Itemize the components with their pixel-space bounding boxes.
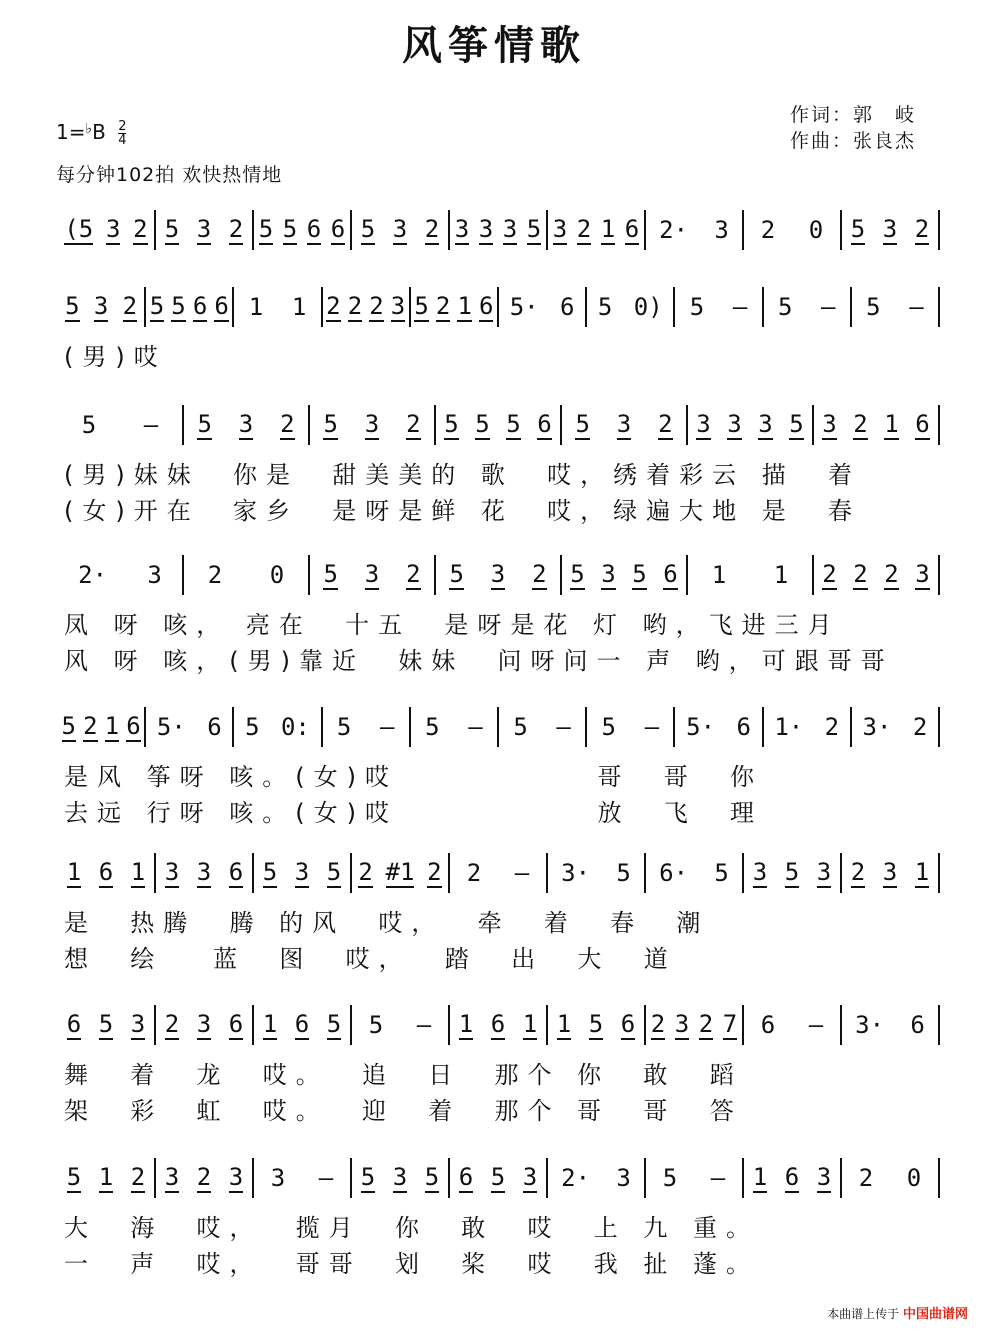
note: 6 (663, 560, 678, 588)
time-signature (118, 120, 126, 147)
note: 5 (575, 410, 590, 438)
note: 3 (816, 858, 832, 886)
measure (688, 405, 814, 445)
measure (58, 405, 184, 445)
measure (814, 405, 940, 445)
measure (562, 405, 688, 445)
note: 5 (262, 858, 278, 886)
note: 6 (306, 215, 322, 243)
note: 2 (884, 560, 899, 588)
note: 5· (156, 713, 186, 741)
lyric-line-2: 一 声 哎， 哥哥 划 桨 哎 我 扯 蓬。 (64, 1250, 760, 1278)
note: 1 (66, 858, 82, 886)
measure (58, 853, 156, 893)
note: 2· (78, 561, 108, 589)
note: 5 (323, 410, 338, 438)
note: 3· (561, 859, 591, 887)
lyric-line-1: (男)妹妹 你是 甜美美的 歌 哎，绣着彩云 描 着 (64, 461, 862, 489)
note: – (556, 713, 571, 741)
notes-line (58, 1005, 940, 1045)
measure (310, 555, 436, 595)
measure (587, 707, 675, 747)
note: 6 (784, 1163, 800, 1191)
note: 2· (561, 1164, 591, 1192)
measure (58, 1158, 156, 1198)
measure (450, 1158, 548, 1198)
note: 3 (196, 858, 212, 886)
note: 3 (392, 1163, 408, 1191)
note: 5 (65, 292, 80, 320)
note: 6 (624, 215, 640, 243)
note: 3 (752, 858, 768, 886)
note: 5 (149, 292, 165, 320)
note: – (468, 713, 483, 741)
note: 2 (83, 712, 98, 740)
note: 6· (659, 859, 689, 887)
note: 3 (454, 215, 470, 243)
note: 2 (858, 1164, 874, 1192)
measure (499, 287, 587, 327)
measure (744, 210, 842, 250)
measure (744, 1005, 842, 1045)
key-signature (56, 120, 126, 147)
measure (310, 405, 436, 445)
note: 2 (196, 1163, 212, 1191)
measure (352, 1158, 450, 1198)
note: 2 (424, 215, 440, 243)
notes-line (58, 1158, 940, 1198)
lyric-line-1: 是 热腾 腾 的风 哎， 牵 着 春 潮 (64, 909, 710, 937)
measure (646, 1158, 744, 1198)
note: 5 (336, 713, 352, 741)
note: 6 (330, 215, 346, 243)
key-prefix: 1= (56, 120, 86, 144)
note: 5 (171, 292, 186, 320)
note: 3 (196, 215, 212, 243)
note: 6 (126, 712, 141, 740)
note: 2 (760, 216, 776, 244)
note: 5 (326, 1010, 342, 1038)
note: 6 (479, 292, 494, 320)
note: 6 (560, 293, 575, 321)
note: 3 (294, 858, 310, 886)
lyricist: 作词：郭 岐 (790, 104, 917, 126)
note: – (732, 293, 748, 321)
measure (548, 1005, 646, 1045)
note: 5 (326, 858, 342, 886)
flat-sign: ♭ (85, 121, 93, 137)
note: 2 (435, 292, 451, 320)
measure (323, 707, 411, 747)
note: 3 (390, 292, 406, 320)
measure (234, 707, 322, 747)
note: 3 (238, 410, 254, 438)
note: 2 (824, 713, 840, 741)
measure (450, 853, 548, 893)
measure (254, 1158, 352, 1198)
measure (323, 287, 411, 327)
measure (436, 555, 562, 595)
note: 2 (912, 713, 928, 741)
note: 2 (914, 215, 930, 243)
key-note: B (92, 120, 106, 144)
note: 5· (686, 713, 716, 741)
measure (146, 287, 234, 327)
note: 5 (689, 293, 705, 321)
measure (58, 707, 146, 747)
note: – (821, 293, 836, 321)
note: 3 (228, 1163, 244, 1191)
notes-line (58, 853, 940, 893)
note: 5 (475, 410, 490, 438)
note: 3 (196, 1010, 212, 1038)
note: 2 (207, 561, 223, 589)
footer-text: 本曲谱上传于 (827, 1307, 900, 1321)
note: – (380, 713, 395, 741)
measure (852, 707, 940, 747)
note: 2 (228, 215, 244, 243)
note: 1 (248, 293, 264, 321)
note: 1 (752, 1163, 768, 1191)
measure (156, 210, 254, 250)
note: 3 (130, 1010, 146, 1038)
note: 6 (294, 1010, 310, 1038)
measure (450, 210, 548, 250)
measure (744, 853, 842, 893)
note: – (143, 411, 159, 439)
note: 2 (466, 859, 482, 887)
note: 2 (650, 1010, 666, 1038)
note: 6 (66, 1010, 82, 1038)
note: 1· (774, 713, 804, 741)
measure (352, 1005, 450, 1045)
lyric-line-1: 舞 着 龙 哎。 追 日 那个 你 敢 蹈 (64, 1061, 743, 1089)
note: 5 (81, 411, 97, 439)
note: 5 (258, 215, 274, 243)
note: 5 (368, 1011, 384, 1039)
note: 5 (526, 215, 542, 243)
note: 6 (760, 1011, 776, 1039)
measure (156, 1158, 254, 1198)
measure (58, 210, 156, 250)
note: 2· (659, 216, 689, 244)
note: 3 (616, 410, 632, 438)
note: 1 (458, 1010, 474, 1038)
note: 1 (773, 561, 789, 589)
note: – (909, 293, 924, 321)
note: 2 (853, 410, 868, 438)
lyric-line-1: 大 海 哎， 揽月 你 敢 哎 上 九 重。 (64, 1214, 760, 1242)
lyric-line-2: 架 彩 虹 哎。 迎 着 那个 哥 哥 答 (64, 1097, 743, 1125)
note: 3· (855, 1011, 885, 1039)
measure (814, 555, 940, 595)
note: 5 (245, 713, 260, 741)
note: 1 (600, 215, 616, 243)
measure (254, 1005, 352, 1045)
note: 2 (406, 410, 421, 438)
measure (254, 210, 352, 250)
measure (411, 707, 499, 747)
note: 0) (633, 293, 663, 321)
note: 2 (130, 1163, 146, 1191)
note: 5 (513, 713, 528, 741)
note: #1 (385, 858, 415, 886)
note: 3 (392, 215, 408, 243)
note: 5· (509, 293, 539, 321)
note: 5 (414, 292, 429, 320)
note: 3 (816, 1163, 832, 1191)
note: – (644, 713, 660, 741)
notes-line (58, 287, 940, 327)
note: 5 (66, 1163, 82, 1191)
lyric-line-1: 凤 呀 咳， 亮在 十五 是呀是花 灯 哟，飞进三月 (64, 611, 841, 639)
note: 5 (449, 560, 464, 588)
notes-line (58, 210, 940, 250)
note: 5 (164, 215, 180, 243)
note: 1 (262, 1010, 278, 1038)
note: 6 (537, 410, 552, 438)
measure (646, 1005, 744, 1045)
note: 2 (133, 215, 148, 243)
note: 1 (104, 712, 120, 740)
note: 2 (427, 858, 442, 886)
lyric-line-2: (女)开在 家乡 是呀是鲜 花 哎，绿遍大地 是 春 (64, 497, 862, 525)
note: 5 (597, 293, 613, 321)
measure (156, 1005, 254, 1045)
note: 1 (130, 858, 146, 886)
note: 5 (570, 560, 585, 588)
composer: 作曲：张良杰 (790, 130, 917, 152)
lyric-line-1: (男)哎 (64, 343, 167, 371)
note: 3 (93, 292, 109, 320)
note: 2 (164, 1010, 180, 1038)
measure (842, 853, 940, 893)
note: 5 (866, 293, 881, 321)
measure (842, 1158, 940, 1198)
note: 5 (61, 712, 76, 740)
note: 3 (270, 1164, 286, 1192)
note: 6 (458, 1163, 474, 1191)
note: 3 (696, 410, 711, 438)
note: 3 (758, 410, 773, 438)
note: 2 (347, 292, 363, 320)
note: 5 (588, 1010, 604, 1038)
measure (184, 405, 310, 445)
note: 2 (532, 560, 547, 588)
note: 5 (424, 1163, 440, 1191)
note: 3 (105, 215, 121, 243)
note: 5 (850, 215, 866, 243)
note: 5 (360, 215, 376, 243)
note: 5 (632, 560, 647, 588)
lyric-line-2: 想 绘 蓝 图 哎， 踏 出 大 道 (64, 945, 677, 973)
note: 5 (444, 410, 459, 438)
note: 6 (490, 1010, 506, 1038)
note: 1 (914, 858, 930, 886)
note: 0 (906, 1164, 922, 1192)
note: 3 (616, 1164, 631, 1192)
note: 6 (207, 713, 222, 741)
note: 2 (326, 292, 341, 320)
note: 3 (674, 1010, 690, 1038)
measure (450, 1005, 548, 1045)
measure (764, 707, 852, 747)
note: 3 (502, 215, 518, 243)
measure (548, 1158, 646, 1198)
notes-line (58, 555, 940, 595)
note: 3 (164, 858, 180, 886)
note: 6 (620, 1010, 636, 1038)
note: – (808, 1011, 824, 1039)
measure (411, 287, 499, 327)
song-title: 风筝情歌 (402, 23, 586, 69)
measure (764, 287, 852, 327)
note: – (710, 1164, 726, 1192)
note: 5 (425, 713, 440, 741)
note: – (318, 1164, 334, 1192)
measure (254, 853, 352, 893)
note: 6 (228, 1010, 244, 1038)
note: 2 (280, 410, 295, 438)
lyric-line-2: 去远 行呀 咳。(女)哎 放 飞 理 (64, 799, 764, 827)
note: 2 (122, 292, 138, 320)
note: 1 (522, 1010, 538, 1038)
measure (548, 210, 646, 250)
measure (646, 210, 744, 250)
measure (58, 555, 184, 595)
site-logo: 中国曲谱网 (902, 1307, 968, 1322)
note: – (514, 859, 530, 887)
note: 2 (406, 560, 421, 588)
measure (842, 210, 940, 250)
measure (234, 287, 322, 327)
note: (5 (64, 215, 94, 243)
measure (675, 287, 763, 327)
note: 6 (228, 858, 244, 886)
note: 1 (556, 1010, 572, 1038)
note: 3 (727, 410, 742, 438)
note: 0 (808, 216, 824, 244)
measure (562, 555, 688, 595)
measure (146, 707, 234, 747)
note: 3 (714, 216, 729, 244)
note: 2 (822, 560, 837, 588)
note: 5 (784, 858, 800, 886)
note: 3 (364, 560, 380, 588)
note: 3· (862, 713, 892, 741)
note: 3 (164, 1163, 180, 1191)
note: 3 (552, 215, 568, 243)
measure (548, 853, 646, 893)
note: 6 (192, 292, 208, 320)
note: 5 (323, 560, 338, 588)
note: 6 (98, 858, 114, 886)
time-num: 2 (118, 119, 127, 134)
note: – (416, 1011, 432, 1039)
note: 6 (736, 713, 751, 741)
note: 7 (722, 1010, 738, 1038)
measure (58, 287, 146, 327)
note: 1 (884, 410, 899, 438)
measure (852, 287, 940, 327)
note: 5 (662, 1164, 678, 1192)
note: 5 (777, 293, 793, 321)
note: 5 (490, 1163, 506, 1191)
measure (156, 853, 254, 893)
measure (436, 405, 562, 445)
note: 3 (882, 858, 898, 886)
note: 2 (853, 560, 868, 588)
note: 5 (506, 410, 521, 438)
note: 2 (369, 292, 384, 320)
note: 5 (616, 859, 631, 887)
note: 5 (282, 215, 298, 243)
note: 2 (658, 410, 673, 438)
note: 3 (882, 215, 898, 243)
lyric-line-1: 是风 筝呀 咳。(女)哎 哥 哥 你 (64, 763, 764, 791)
note: 0 (269, 561, 285, 589)
note: 5 (714, 859, 729, 887)
measure (352, 210, 450, 250)
tempo-marking: 每分钟102拍 欢快热情地 (56, 164, 283, 186)
time-den: 4 (118, 133, 127, 148)
note: 6 (915, 410, 930, 438)
footer (827, 1303, 968, 1322)
note: 6 (910, 1011, 925, 1039)
note: 3 (147, 561, 162, 589)
note: 1 (711, 561, 727, 589)
notes-line (58, 405, 940, 445)
note: 2 (698, 1010, 714, 1038)
lyric-line-2: 风 呀 咳，(男)靠近 妹妹 问呀问一 声 哟，可跟哥哥 (64, 647, 894, 675)
note: 3 (822, 410, 837, 438)
note: 5 (98, 1010, 114, 1038)
note: 2 (576, 215, 592, 243)
note: 3 (522, 1163, 538, 1191)
note: 1 (291, 293, 307, 321)
note: 6 (214, 292, 229, 320)
measure (184, 555, 310, 595)
note: 1 (457, 292, 472, 320)
measure (744, 1158, 842, 1198)
note: 3 (364, 410, 380, 438)
note: 2 (850, 858, 866, 886)
note: 3 (601, 560, 616, 588)
measure (688, 555, 814, 595)
note: 1 (98, 1163, 114, 1191)
note: 2 (358, 858, 373, 886)
measure (675, 707, 763, 747)
notes-line (58, 707, 940, 747)
credits (790, 102, 916, 154)
note: 5 (360, 1163, 376, 1191)
note: 5 (789, 410, 804, 438)
measure (499, 707, 587, 747)
note: 5 (197, 410, 212, 438)
note: 5 (601, 713, 616, 741)
measure (646, 853, 744, 893)
note: 3 (490, 560, 506, 588)
measure (842, 1005, 940, 1045)
measure (352, 853, 450, 893)
note: 3 (478, 215, 494, 243)
note: 3 (915, 560, 930, 588)
measure (587, 287, 675, 327)
note: 0: (280, 713, 310, 741)
measure (58, 1005, 156, 1045)
